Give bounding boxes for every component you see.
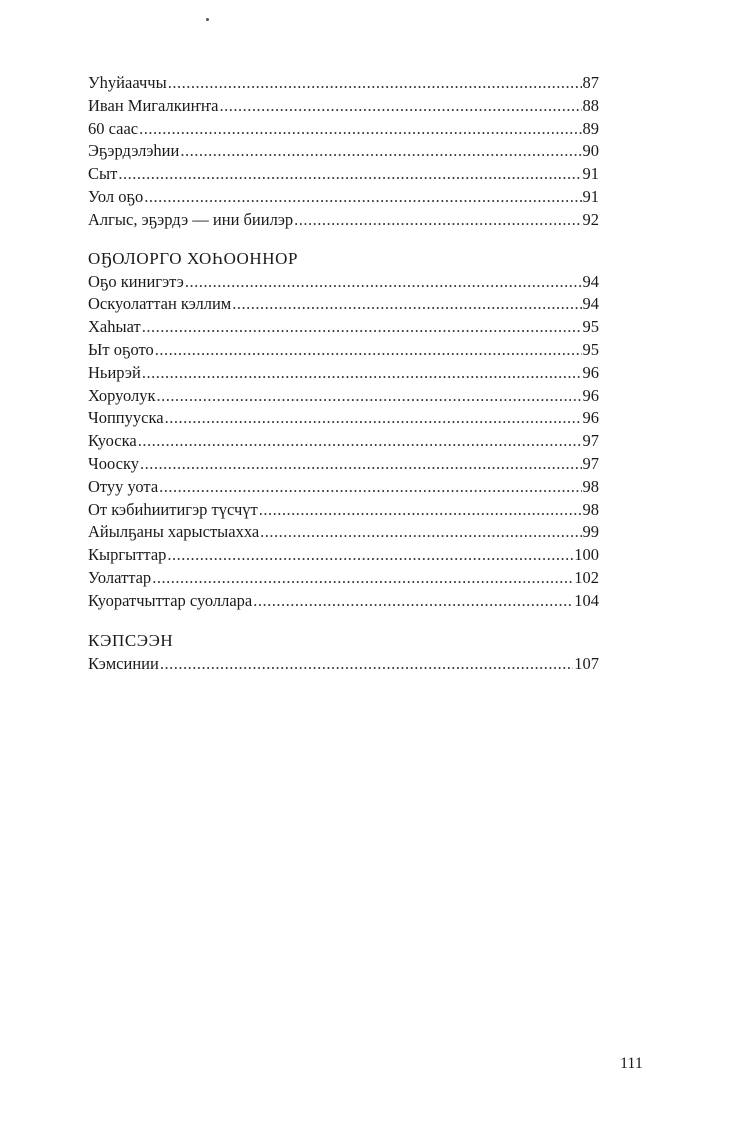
dot-leader: [180, 140, 581, 163]
toc-entry-title: Отуу уота: [88, 476, 159, 496]
toc-entry-title: Айылҕаны харыстыахха: [88, 522, 260, 542]
toc-entry[interactable]: [88, 95, 599, 118]
dot-leader: [260, 521, 581, 544]
toc-entry-title: Сыт: [88, 164, 118, 184]
toc-entry-title: Чоппууска: [88, 408, 164, 428]
dot-leader: [167, 544, 573, 567]
toc-entry-page: 95: [582, 339, 599, 359]
dot-leader: [144, 186, 581, 209]
toc-entry[interactable]: [88, 430, 599, 453]
toc-entry-title: Хоруолук: [88, 385, 156, 405]
dot-leader: [165, 407, 582, 430]
dot-leader: [138, 430, 582, 453]
dot-leader: [294, 209, 581, 232]
toc-entry[interactable]: [88, 453, 599, 476]
section-heading: КЭПСЭЭН: [88, 630, 174, 650]
toc-entry-title: От кэбиһиитигэр түсчүт: [88, 499, 258, 519]
dot-leader: [155, 339, 582, 362]
toc-entry-page: 97: [582, 431, 599, 451]
ink-speck: [206, 18, 209, 21]
dot-leader: [168, 72, 582, 95]
toc-entry-title: Куоратчыттар суоллара: [88, 590, 253, 610]
toc-entry[interactable]: [88, 590, 599, 613]
dot-leader: [259, 499, 582, 522]
toc-entry[interactable]: [88, 271, 599, 294]
toc-entry[interactable]: [88, 385, 599, 408]
toc-entry[interactable]: [88, 316, 599, 339]
toc-entry-page: 97: [582, 453, 599, 473]
toc-entry[interactable]: [88, 293, 599, 316]
toc-entry[interactable]: [88, 653, 599, 676]
toc-entry-page: 91: [582, 186, 599, 206]
toc-entry-page: 91: [582, 164, 599, 184]
toc-entry-title: Иван Мигалкиҥҥа: [88, 95, 219, 115]
toc-entry-title: Алгыс, эҕэрдэ — ини биилэр: [88, 209, 294, 229]
toc-entry-page: 98: [582, 499, 599, 519]
dot-leader: [140, 453, 582, 476]
toc-entry[interactable]: [88, 72, 599, 95]
toc-entry-page: 107: [574, 653, 599, 673]
toc-entry-page: 104: [574, 590, 599, 610]
dot-leader: [232, 293, 581, 316]
toc-entry-title: Уол оҕо: [88, 186, 144, 206]
toc-entry-page: 88: [582, 95, 599, 115]
table-of-contents: [88, 72, 599, 675]
dot-leader: [142, 316, 582, 339]
dot-leader: [152, 567, 573, 590]
dot-leader: [185, 271, 582, 294]
toc-entry-title: Хаһыат: [88, 317, 141, 337]
toc-entry[interactable]: [88, 499, 599, 522]
toc-entry-title: Оскуолаттан кэллим: [88, 294, 232, 314]
toc-entry-page: 90: [582, 141, 599, 161]
toc-entry-page: 102: [574, 567, 599, 587]
toc-entry[interactable]: [88, 407, 599, 430]
toc-entry-page: 94: [582, 294, 599, 314]
dot-leader: [142, 362, 582, 385]
toc-entry-title: Куоска: [88, 431, 137, 451]
dot-leader: [118, 163, 581, 186]
toc-entry-page: 99: [582, 522, 599, 542]
toc-entry-page: 95: [582, 317, 599, 337]
toc-entry-page: 96: [582, 408, 599, 428]
toc-entry[interactable]: [88, 140, 599, 163]
toc-entry-title: Уһуйааччы: [88, 73, 167, 92]
toc-entry[interactable]: [88, 521, 599, 544]
toc-entry[interactable]: [88, 567, 599, 590]
toc-entry-page: 87: [582, 73, 599, 92]
toc-entry-page: 96: [582, 385, 599, 405]
toc-entry-page: 92: [582, 209, 599, 229]
toc-entry-title: Кэмсинии: [88, 653, 159, 673]
section-spacer: [88, 232, 599, 247]
toc-group-2: [88, 271, 599, 613]
toc-entry[interactable]: [88, 476, 599, 499]
toc-entry[interactable]: [88, 544, 599, 567]
toc-entry-title: Чооску: [88, 453, 139, 473]
toc-group-1: [88, 72, 599, 232]
dot-leader: [159, 476, 581, 499]
toc-entry-page: 96: [582, 362, 599, 382]
toc-group-3: [88, 653, 599, 676]
dot-leader: [139, 118, 581, 141]
toc-entry-page: 100: [574, 545, 599, 565]
toc-entry-title: Эҕэрдэлэһии: [88, 141, 180, 161]
page-number: 111: [620, 1055, 643, 1072]
toc-entry[interactable]: [88, 163, 599, 186]
toc-entry[interactable]: [88, 362, 599, 385]
toc-entry-title: Кыргыттар: [88, 545, 167, 565]
dot-leader: [157, 385, 582, 408]
toc-entry-title: Ыт оҕото: [88, 339, 154, 359]
toc-entry-title: Оҕо кинигэтэ: [88, 271, 184, 291]
toc-entry[interactable]: [88, 339, 599, 362]
toc-entry-page: 98: [582, 476, 599, 496]
toc-entry-title: Уолаттар: [88, 567, 152, 587]
toc-entry-title: 60 саас: [88, 118, 139, 138]
dot-leader: [219, 95, 581, 118]
section-spacer: [88, 613, 599, 629]
section-heading: ОҔОЛОРГО ХОҺООННОР: [88, 248, 299, 268]
dot-leader: [160, 653, 573, 676]
toc-entry[interactable]: [88, 118, 599, 141]
toc-entry-title: Ньирэй: [88, 362, 141, 382]
dot-leader: [253, 590, 573, 613]
toc-entry[interactable]: [88, 186, 599, 209]
toc-entry-page: 94: [582, 271, 599, 291]
toc-entry-page: 89: [582, 118, 599, 138]
toc-entry[interactable]: [88, 209, 599, 232]
